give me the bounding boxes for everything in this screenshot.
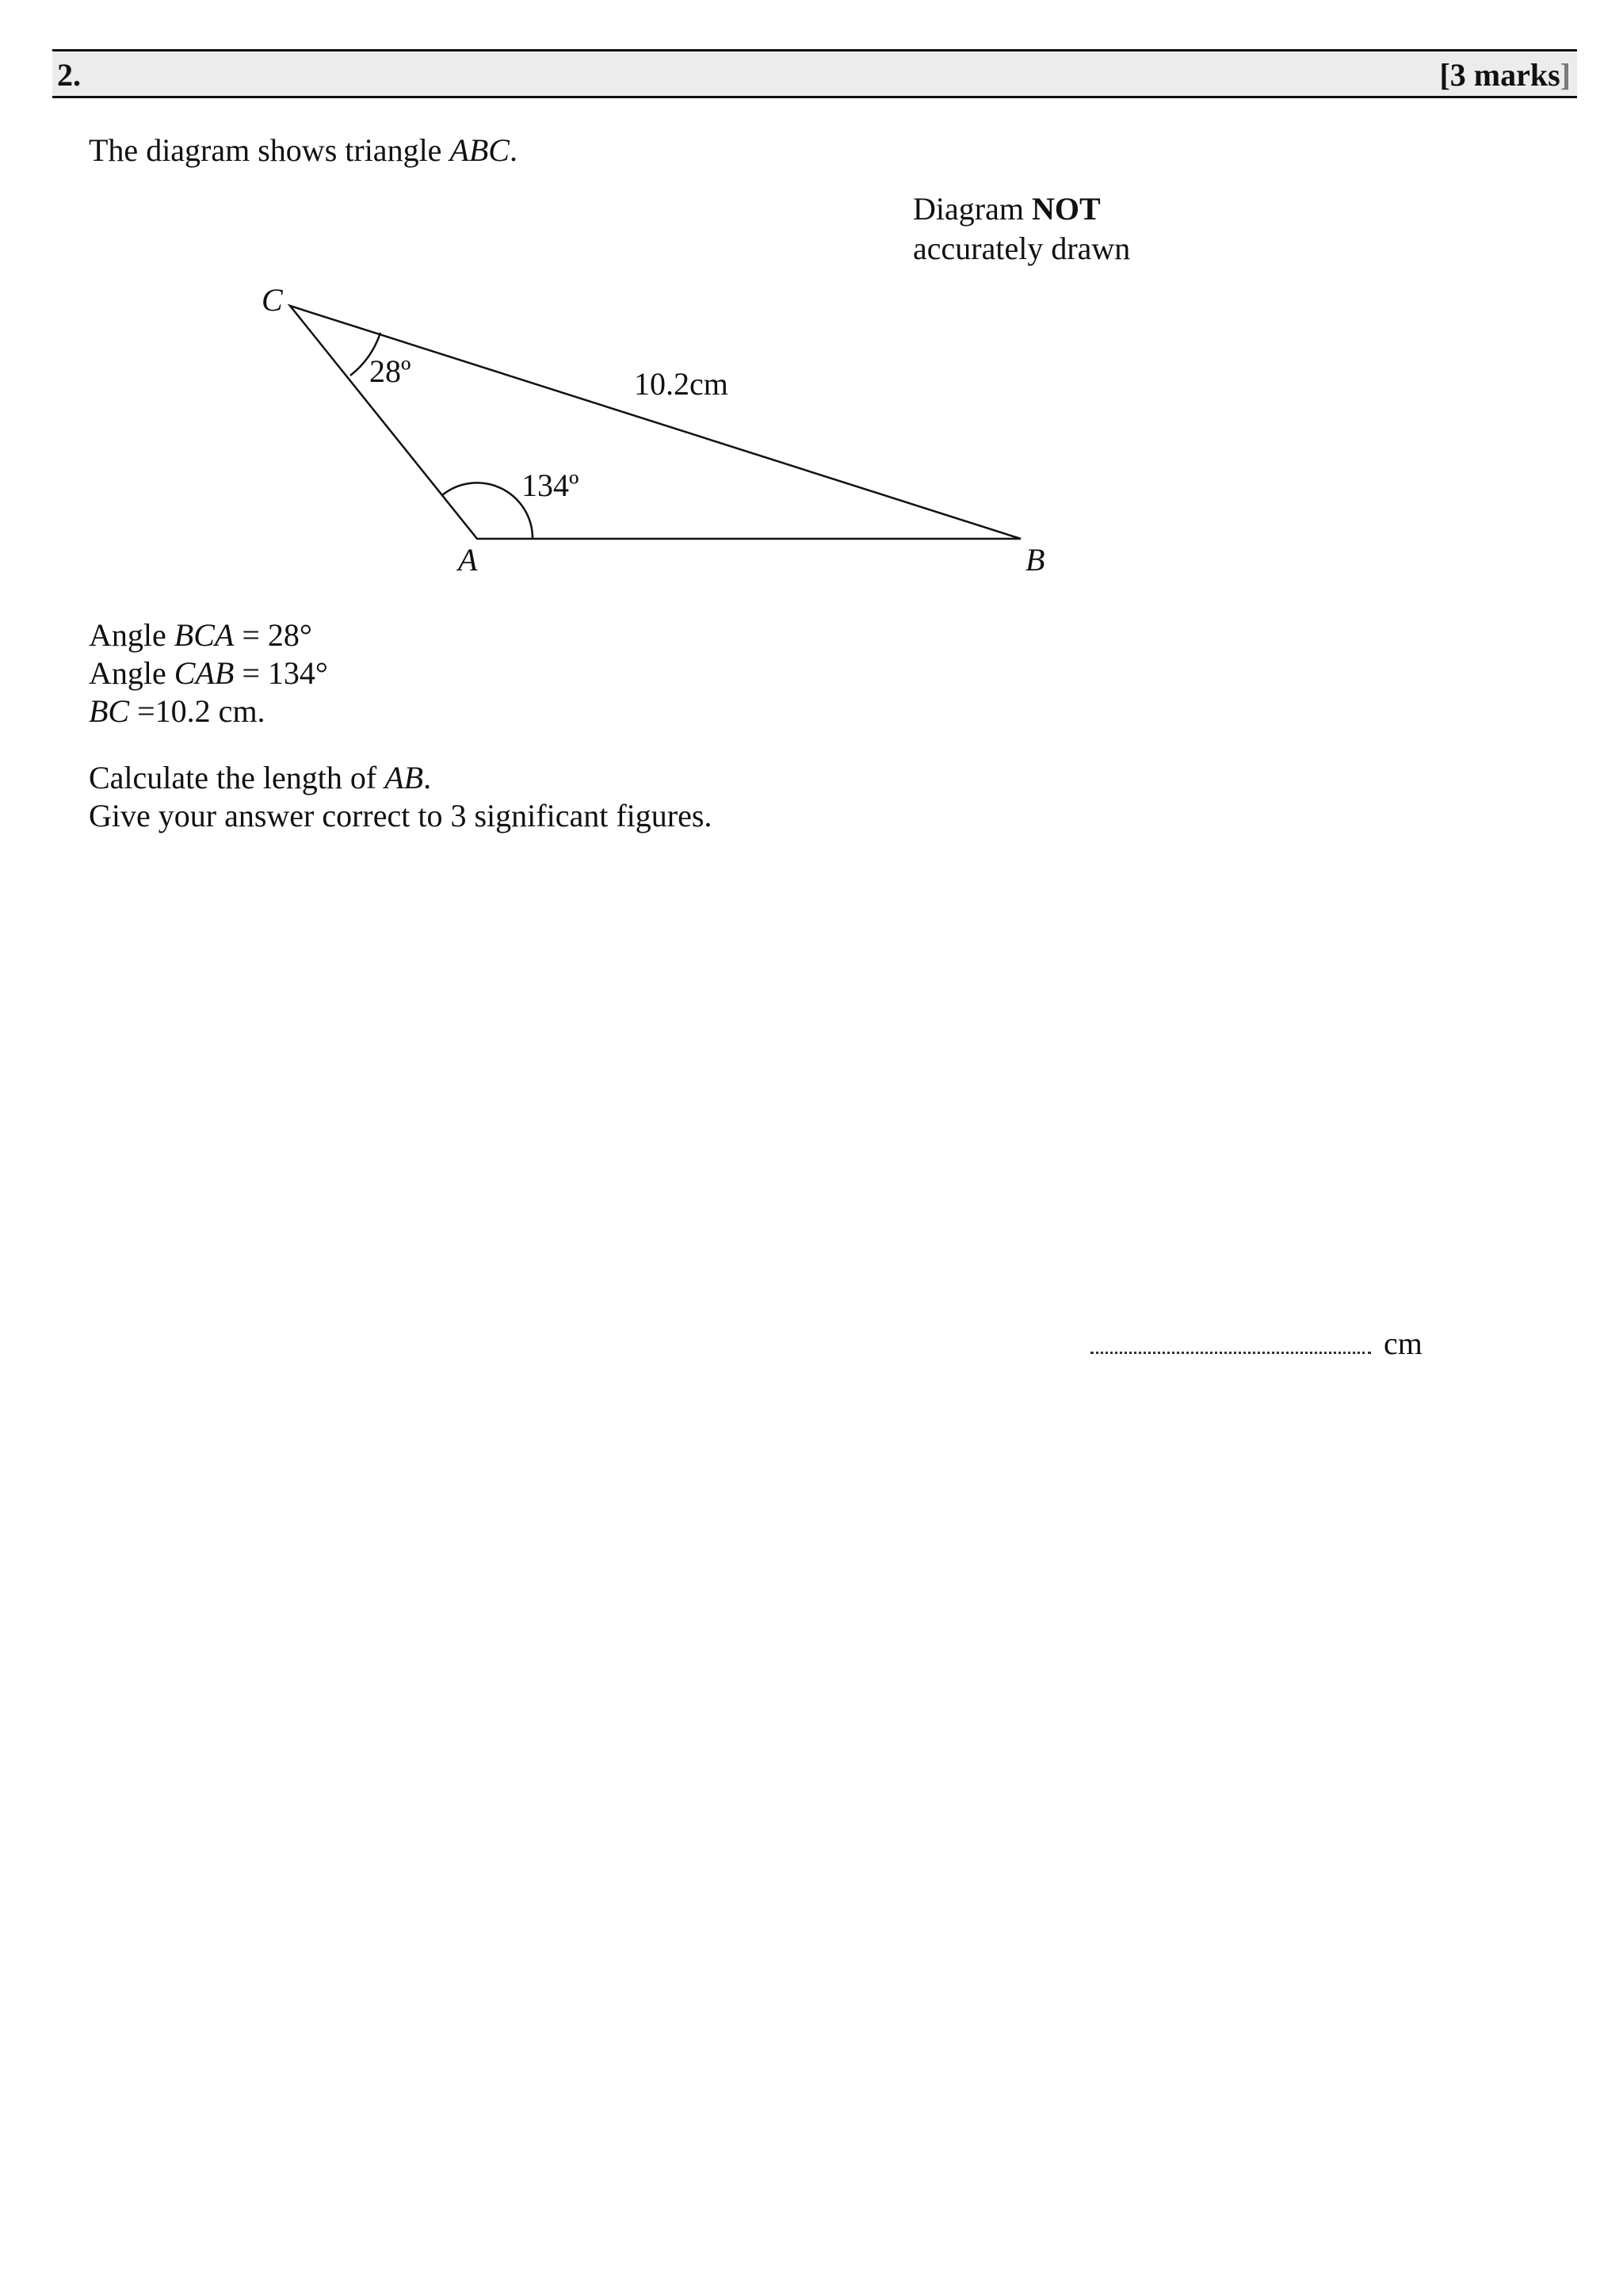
answer-line[interactable] — [1090, 1352, 1371, 1354]
given-prefix: Angle — [89, 655, 174, 691]
intro-period: . — [509, 132, 517, 168]
task-line2: Give your answer correct to 3 significant figures. — [89, 798, 712, 833]
marks-bracket-close: ] — [1560, 57, 1571, 93]
vertex-b-label: B — [1025, 542, 1045, 578]
given-prefix: Angle — [89, 617, 174, 653]
question-number: 2. — [57, 57, 81, 93]
task-period: . — [423, 760, 432, 795]
triangle-abc — [290, 306, 1021, 539]
given-name: BC — [89, 693, 130, 729]
given-side-bc — [89, 692, 265, 730]
task-plain: Calculate the length of — [89, 760, 385, 795]
given-angle-cab — [89, 654, 328, 692]
given-angle-bca — [89, 616, 312, 654]
note-bold: NOT — [1031, 191, 1101, 227]
note-plain: Diagram — [913, 191, 1032, 227]
task-side-name: AB — [384, 760, 424, 795]
task-line1 — [89, 759, 431, 797]
intro-plain: The diagram shows triangle — [89, 132, 450, 168]
vertex-a-label: A — [458, 542, 478, 578]
angle-c-label: 28º — [369, 353, 411, 389]
diagram-note-line2: accurately drawn — [913, 231, 1131, 266]
given-name: BCA — [174, 617, 235, 653]
given-value: = 28° — [234, 617, 312, 653]
intro-triangle-name: ABC — [449, 132, 510, 168]
marks-text: [3 marks — [1439, 57, 1560, 93]
given-value: =10.2 cm. — [129, 693, 265, 729]
answer-unit: cm — [1384, 1325, 1423, 1361]
angle-a-label: 134º — [521, 467, 579, 503]
given-value: = 134° — [234, 655, 328, 691]
given-name: CAB — [174, 655, 235, 691]
side-bc-label: 10.2cm — [634, 366, 728, 402]
vertex-c-label: C — [262, 282, 283, 318]
